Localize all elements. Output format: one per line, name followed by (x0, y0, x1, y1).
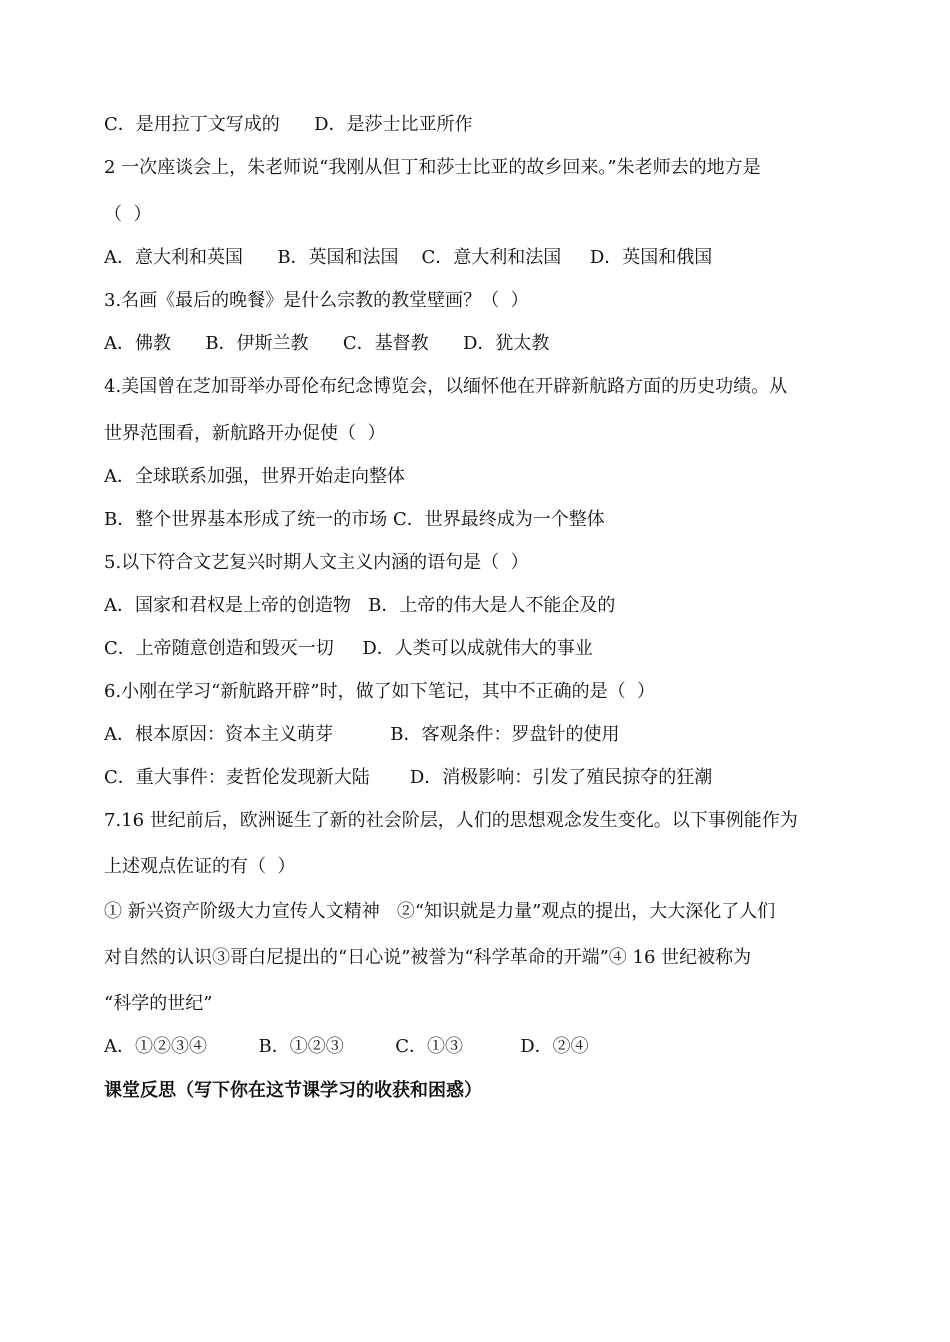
question-7-stem-line-1: 7.16 世纪前后，欧洲诞生了新的社会阶层，人们的思想观念发生变化。以下事例能作为 (104, 810, 798, 831)
question-6-options-ab: A．根本原因：资本主义萌芽 B．客观条件：罗盘针的使用 (104, 724, 620, 745)
question-3-stem: 3.名画《最后的晚餐》是什么宗教的教堂壁画？（ ） (104, 290, 529, 311)
question-6-options-cd: C．重大事件：麦哲伦发现新大陆 D．消极影响：引发了殖民掠夺的狂潮 (104, 767, 713, 788)
question-7-stem-line-2: 上述观点佐证的有（ ） (104, 856, 296, 877)
reflection-heading: 课堂反思（写下你在这节课学习的收获和困惑） (104, 1080, 482, 1101)
question-5-options-cd: C．上帝随意创造和毁灭一切 D．人类可以成就伟大的事业 (104, 638, 593, 659)
question-1-options-cd: C．是用拉丁文写成的 D．是莎士比亚所作 (104, 114, 473, 135)
question-7-statements-line-2: 对自然的认识③哥白尼提出的“日心说”被誉为“科学革命的开端”④ 16 世纪被称为 (104, 947, 752, 968)
question-4-stem-line-1: 4.美国曾在芝加哥举办哥伦布纪念博览会，以缅怀他在开辟新航路方面的历史功绩。从 (104, 376, 788, 397)
question-2-stem: 2 一次座谈会上，朱老师说“我刚从但丁和莎士比亚的故乡回来。”朱老师去的地方是 (104, 157, 761, 178)
question-4-options-bc: B．整个世界基本形成了统一的市场 C．世界最终成为一个整体 (104, 509, 605, 530)
question-2-options: A．意大利和英国 B．英国和法国 C．意大利和法国 D．英国和俄国 (104, 247, 713, 268)
question-4-stem-line-2: 世界范围看，新航路开办促使（ ） (104, 423, 386, 444)
question-7-statements-line-1: ① 新兴资产阶级大力宣传人文精神 ②“知识就是力量”观点的提出，大大深化了人们 (104, 901, 776, 922)
question-6-stem: 6.小刚在学习“新航路开辟”时，做了如下笔记，其中不正确的是（ ） (104, 681, 656, 702)
question-4-option-a: A．全球联系加强，世界开始走向整体 (104, 466, 405, 487)
question-5-stem: 5.以下符合文艺复兴时期人文主义内涵的语句是（ ） (104, 552, 529, 573)
question-3-options: A．佛教 B．伊斯兰教 C．基督教 D．犹太教 (104, 333, 550, 354)
question-5-options-ab: A．国家和君权是上帝的创造物 B．上帝的伟大是人不能企及的 (104, 595, 616, 616)
question-2-answer-blank: （ ） (104, 204, 152, 225)
question-7-options: A．①②③④ B．①②③ C．①③ D．②④ (104, 1036, 589, 1057)
question-7-statements-line-3: “科学的世纪” (104, 993, 213, 1014)
